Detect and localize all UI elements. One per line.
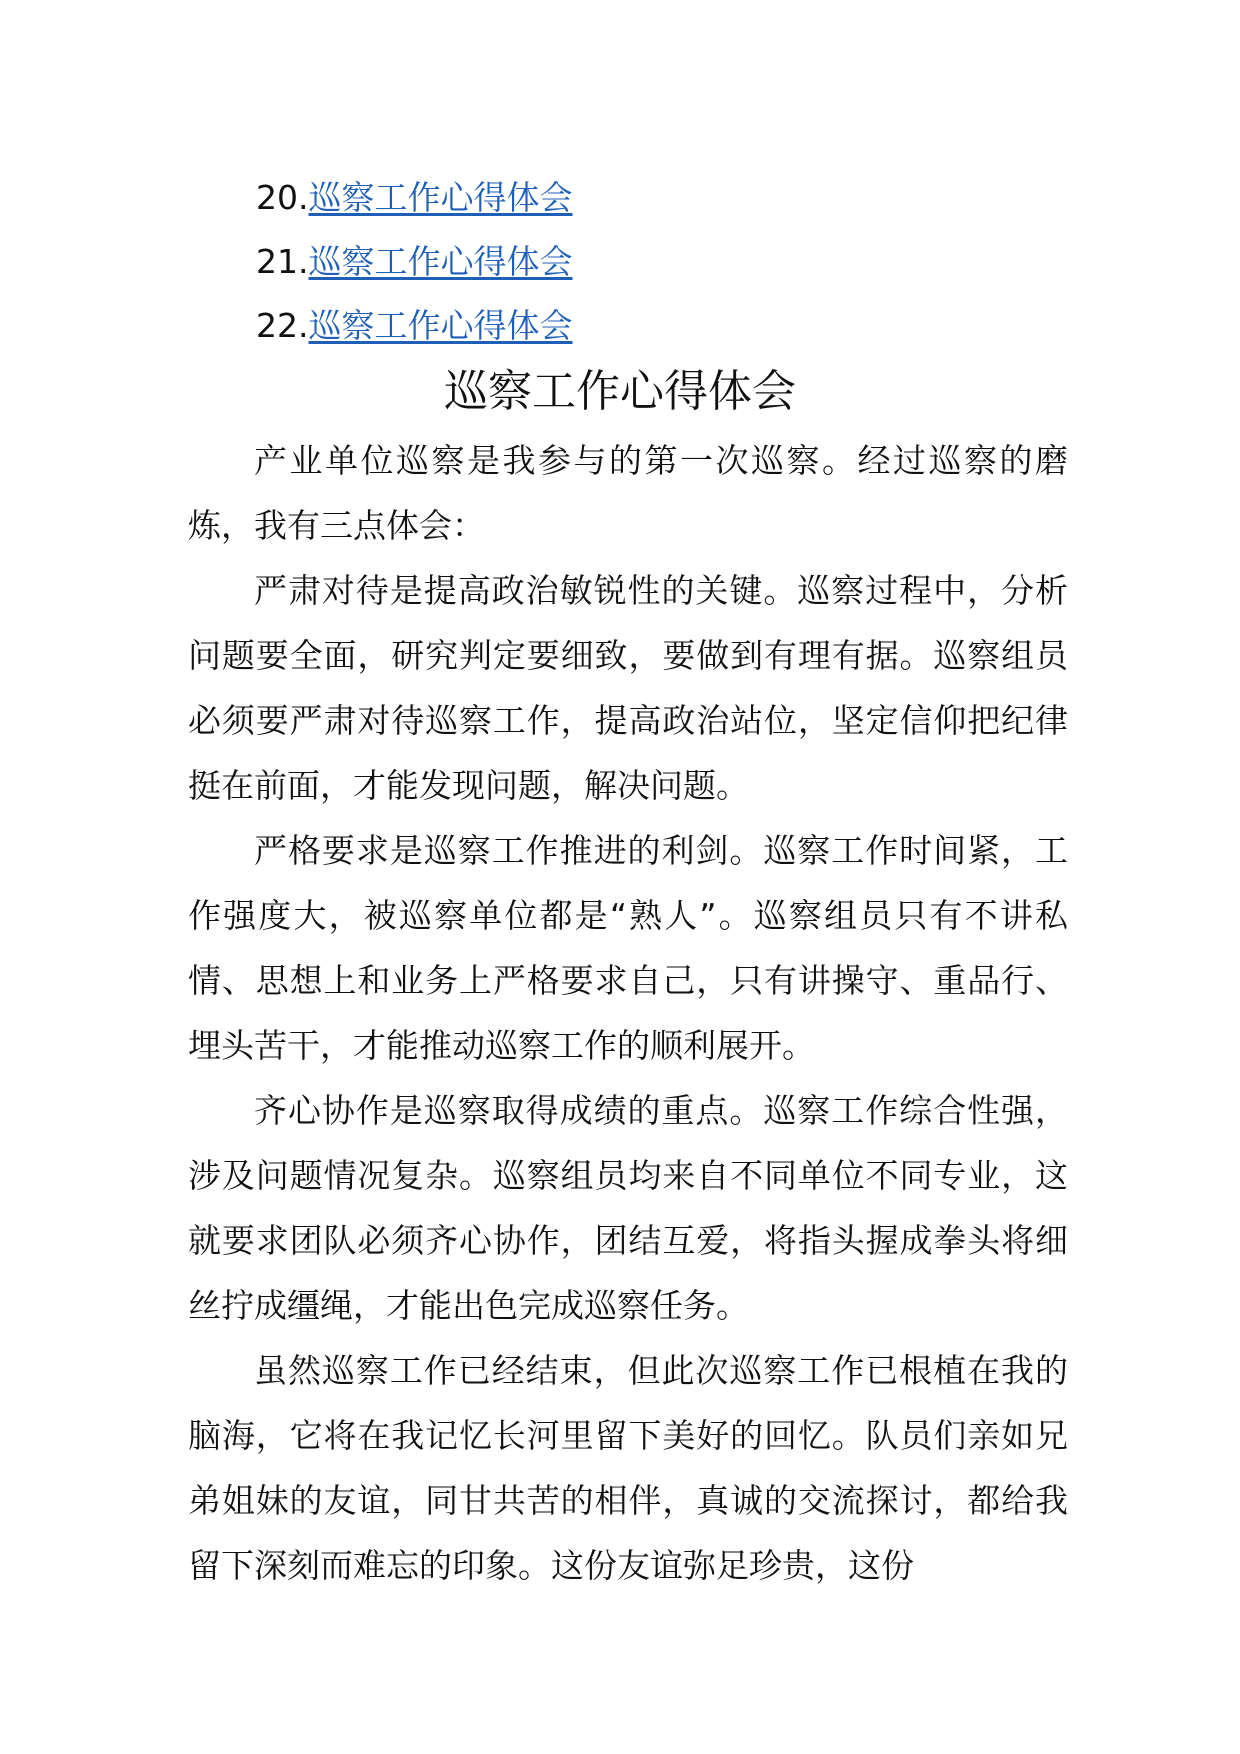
paragraph: 严格要求是巡察工作推进的利剑。巡察工作时间紧，工作强度大，被巡察单位都是“熟人”。巡察组员只有不讲私情、思想上和业务上严格要求自己，只有讲操守、重品行、埋头苦干，才能推动巡察工作的顺利展开。 bbox=[188, 831, 1068, 1065]
table-of-contents bbox=[256, 166, 1056, 358]
toc-item-number: 21. bbox=[256, 242, 309, 281]
document-body bbox=[188, 428, 1068, 1598]
toc-item-number: 22. bbox=[256, 306, 309, 345]
document-title: 巡察工作心得体会 bbox=[444, 366, 796, 417]
paragraph: 产业单位巡察是我参与的第一次巡察。经过巡察的磨炼，我有三点体会： bbox=[188, 441, 1068, 545]
paragraph: 虽然巡察工作已经结束，但此次巡察工作已根植在我的脑海，它将在我记忆长河里留下美好的回忆。队员们亲如兄弟姐妹的友谊，同甘共苦的相伴，真诚的交流探讨，都给我留下深刻而难忘的印象。这份友谊弥足珍贵，这份 bbox=[188, 1351, 1068, 1585]
paragraph: 齐心协作是巡察取得成绩的重点。巡察工作综合性强，涉及问题情况复杂。巡察组员均来自不同单位不同专业，这就要求团队必须齐心协作，团结互爱，将指头握成拳头将细丝拧成缰绳，才能出色完成巡察任务。 bbox=[188, 1091, 1068, 1325]
paragraph: 严肃对待是提高政治敏锐性的关键。巡察过程中，分析问题要全面，研究判定要细致，要做到有理有据。巡察组员必须要严肃对待巡察工作，提高政治站位，坚定信仰把纪律挺在前面，才能发现问题，解决问题。 bbox=[188, 571, 1068, 805]
toc-item[interactable] bbox=[256, 294, 1056, 358]
toc-item[interactable] bbox=[256, 230, 1056, 294]
toc-item-link[interactable]: 巡察工作心得体会 bbox=[308, 306, 573, 345]
toc-item[interactable] bbox=[256, 166, 1056, 230]
toc-item-link[interactable]: 巡察工作心得体会 bbox=[308, 242, 573, 281]
toc-item-number: 20. bbox=[256, 178, 309, 217]
toc-item-link[interactable]: 巡察工作心得体会 bbox=[308, 178, 573, 217]
